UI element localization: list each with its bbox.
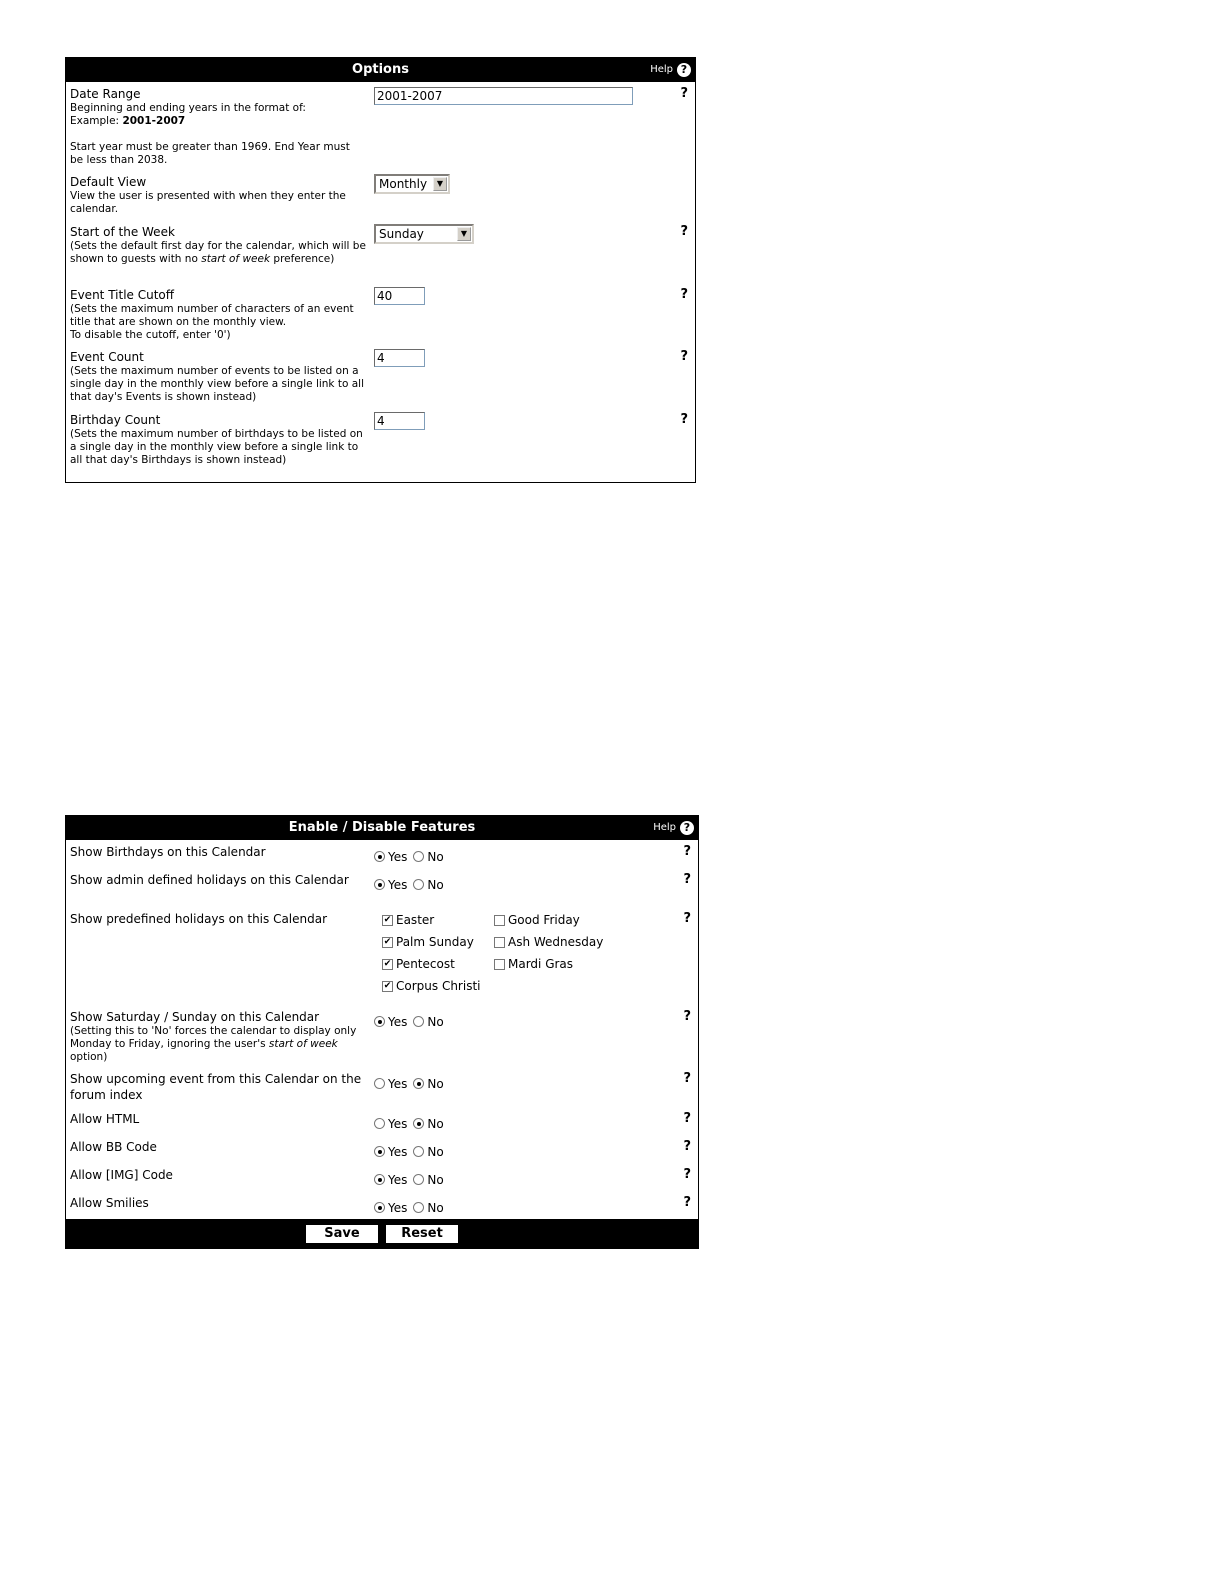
options-help-link[interactable]	[650, 58, 691, 82]
start-week-help-icon[interactable]: ?	[680, 224, 688, 239]
birthday-count-title: Birthday Count	[70, 413, 161, 427]
holiday-label: Pentecost	[396, 957, 455, 971]
radio-circle-icon	[413, 1202, 424, 1213]
radio-label: No	[427, 849, 444, 864]
radio-label: Yes	[388, 1144, 408, 1159]
radio-circle-icon	[374, 851, 385, 862]
allow-html-title: Allow HTML	[70, 1112, 140, 1126]
birthdays-radio-group	[374, 847, 450, 866]
radio-label: Yes	[388, 1076, 408, 1091]
holiday-checkbox-item[interactable]	[494, 953, 624, 975]
radio-circle-icon	[413, 1078, 424, 1089]
date-range-note: Start year must be greater than 1969. End Year must be less than 2038.	[70, 141, 350, 166]
allow-smilies-title: Allow Smilies	[70, 1196, 149, 1210]
html-yes-radio[interactable]	[374, 1117, 407, 1131]
holiday-label: Corpus Christi	[396, 979, 481, 993]
radio-label: No	[427, 1014, 444, 1029]
date-range-desc: Beginning and ending years in the format of:	[70, 102, 306, 114]
radio-circle-icon	[374, 1078, 385, 1089]
radio-label: Yes	[388, 1200, 408, 1215]
options-title: Options	[352, 62, 409, 77]
radio-circle-icon	[374, 1118, 385, 1129]
allow-smilies-radio-group	[374, 1198, 450, 1217]
radio-label: No	[427, 1172, 444, 1187]
upcoming-no-radio[interactable]	[413, 1077, 443, 1091]
checkbox-checked-icon	[382, 981, 393, 992]
smilies-yes-radio[interactable]	[374, 1201, 407, 1215]
options-panel	[65, 57, 696, 483]
holiday-label: Easter	[396, 913, 435, 927]
radio-circle-icon	[413, 1174, 424, 1185]
allow-img-radio-group	[374, 1170, 450, 1189]
event-count-input[interactable]	[374, 349, 425, 367]
allow-img-title: Allow [IMG] Code	[70, 1168, 173, 1182]
admin-holidays-yes-radio[interactable]	[374, 878, 407, 892]
help-label: Help	[650, 64, 673, 75]
weekend-desc: (Setting this to 'No' forces the calendar to display only Monday to Friday, ignoring the user's start of week option)	[70, 1025, 357, 1063]
event-count-title: Event Count	[70, 350, 144, 364]
help-circle-icon: ?	[680, 821, 694, 835]
title-cutoff-help-icon[interactable]: ?	[680, 287, 688, 302]
features-panel	[65, 815, 699, 1249]
upcoming-title: Show upcoming event from this Calendar on the forum index	[70, 1072, 362, 1102]
radio-label: No	[427, 1144, 444, 1159]
weekend-radio-group	[374, 1012, 450, 1031]
event-count-desc: (Sets the maximum number of events to be listed on a single day in the monthly view before a single link to all that day's Events is shown instead)	[70, 365, 364, 403]
weekend-title: Show Saturday / Sunday on this Calendar	[70, 1010, 320, 1024]
img-no-radio[interactable]	[413, 1173, 443, 1187]
title-cutoff-desc: (Sets the maximum number of characters of an event title that are shown on the monthly view.	[70, 303, 354, 328]
admin-holidays-no-radio[interactable]	[413, 878, 443, 892]
allow-html-help-icon[interactable]: ?	[683, 1111, 691, 1126]
default-view-desc: View the user is presented with when they enter the calendar.	[70, 190, 346, 215]
upcoming-help-icon[interactable]: ?	[683, 1071, 691, 1086]
holiday-checkbox-item[interactable]	[494, 909, 624, 931]
start-week-desc: (Sets the default first day for the calendar, which will be shown to guests with no start of week preference)	[70, 240, 366, 265]
holiday-label: Palm Sunday	[396, 935, 474, 949]
radio-circle-icon	[413, 851, 424, 862]
checkbox-unchecked-icon	[494, 959, 505, 970]
checkbox-checked-icon	[382, 959, 393, 970]
features-header	[66, 816, 698, 840]
title-cutoff-title: Event Title Cutoff	[70, 288, 175, 302]
birthdays-no-radio[interactable]	[413, 850, 443, 864]
radio-label: No	[427, 1116, 444, 1131]
weekend-no-radio[interactable]	[413, 1015, 443, 1029]
holiday-checkbox-item[interactable]	[382, 975, 494, 997]
birthdays-title: Show Birthdays on this Calendar	[70, 845, 266, 859]
radio-circle-icon	[374, 1174, 385, 1185]
date-range-example: Example: 2001-2007	[70, 115, 186, 127]
chevron-down-icon: ▼	[457, 227, 471, 241]
weekend-help-icon[interactable]: ?	[683, 1009, 691, 1024]
radio-circle-icon	[374, 1202, 385, 1213]
reset-button[interactable]: Reset	[385, 1224, 459, 1244]
holiday-checkbox-item[interactable]	[494, 931, 624, 953]
holiday-checkbox-item[interactable]	[382, 931, 494, 953]
help-label: Help	[653, 822, 676, 833]
start-week-value: Sunday	[379, 227, 424, 241]
bbcode-yes-radio[interactable]	[374, 1145, 407, 1159]
birthdays-help-icon[interactable]: ?	[683, 844, 691, 859]
date-range-title: Date Range	[70, 87, 141, 101]
holiday-checkbox-grid	[382, 909, 624, 997]
allow-html-radio-group	[374, 1114, 450, 1133]
radio-circle-icon	[413, 1118, 424, 1129]
form-footer	[66, 1219, 698, 1248]
predefined-holidays-help-icon[interactable]: ?	[683, 911, 691, 926]
allow-bbcode-title: Allow BB Code	[70, 1140, 157, 1154]
radio-label: No	[427, 877, 444, 892]
holiday-label: Ash Wednesday	[508, 935, 604, 949]
holiday-label: Good Friday	[508, 913, 580, 927]
upcoming-yes-radio[interactable]	[374, 1077, 407, 1091]
save-button[interactable]: Save	[305, 1224, 379, 1244]
radio-circle-icon	[374, 1016, 385, 1027]
allow-bbcode-radio-group	[374, 1142, 450, 1161]
birthday-count-input[interactable]	[374, 412, 425, 430]
checkbox-unchecked-icon	[494, 915, 505, 926]
default-view-value: Monthly	[379, 177, 428, 191]
radio-label: Yes	[388, 1116, 408, 1131]
upcoming-radio-group	[374, 1074, 450, 1093]
admin-holidays-help-icon[interactable]: ?	[683, 872, 691, 887]
default-view-title: Default View	[70, 175, 147, 189]
weekend-yes-radio[interactable]	[374, 1015, 407, 1029]
radio-label: Yes	[388, 877, 408, 892]
title-cutoff-desc2: To disable the cutoff, enter '0')	[70, 329, 231, 341]
title-cutoff-input[interactable]	[374, 287, 425, 305]
radio-label: Yes	[388, 1014, 408, 1029]
checkbox-checked-icon	[382, 937, 393, 948]
radio-circle-icon	[413, 1016, 424, 1027]
allow-smilies-help-icon[interactable]: ?	[683, 1195, 691, 1210]
default-view-select[interactable]	[374, 174, 450, 194]
html-no-radio[interactable]	[413, 1117, 443, 1131]
holiday-label: Mardi Gras	[508, 957, 574, 971]
birthdays-yes-radio[interactable]	[374, 850, 407, 864]
features-help-link[interactable]	[653, 816, 694, 840]
checkbox-unchecked-icon	[494, 937, 505, 948]
start-week-select[interactable]	[374, 224, 474, 244]
options-header	[66, 58, 695, 82]
birthday-count-desc: (Sets the maximum number of birthdays to be listed on a single day in the monthly view before a single link to all that day's Birthdays is shown instead)	[70, 428, 363, 466]
allow-bbcode-help-icon[interactable]: ?	[683, 1139, 691, 1154]
holiday-checkbox-item[interactable]	[382, 953, 494, 975]
radio-circle-icon	[374, 879, 385, 890]
holiday-checkbox-item[interactable]	[382, 909, 494, 931]
admin-holidays-radio-group	[374, 875, 450, 894]
allow-img-help-icon[interactable]: ?	[683, 1167, 691, 1182]
radio-circle-icon	[413, 879, 424, 890]
date-range-help-icon[interactable]: ?	[680, 86, 688, 101]
smilies-no-radio[interactable]	[413, 1201, 443, 1215]
admin-holidays-title: Show admin defined holidays on this Calendar	[70, 873, 349, 887]
radio-label: Yes	[388, 849, 408, 864]
radio-label: No	[427, 1200, 444, 1215]
birthday-count-help-icon[interactable]: ?	[680, 412, 688, 427]
radio-label: Yes	[388, 1172, 408, 1187]
start-week-title: Start of the Week	[70, 225, 175, 239]
chevron-down-icon: ▼	[433, 177, 447, 191]
predefined-holidays-title: Show predefined holidays on this Calendar	[70, 912, 328, 926]
radio-circle-icon	[413, 1146, 424, 1157]
bbcode-no-radio[interactable]	[413, 1145, 443, 1159]
checkbox-checked-icon	[382, 915, 393, 926]
help-circle-icon: ?	[677, 63, 691, 77]
event-count-help-icon[interactable]: ?	[680, 349, 688, 364]
radio-label: No	[427, 1076, 444, 1091]
date-range-input[interactable]	[374, 87, 633, 105]
img-yes-radio[interactable]	[374, 1173, 407, 1187]
features-title: Enable / Disable Features	[288, 820, 476, 835]
radio-circle-icon	[374, 1146, 385, 1157]
